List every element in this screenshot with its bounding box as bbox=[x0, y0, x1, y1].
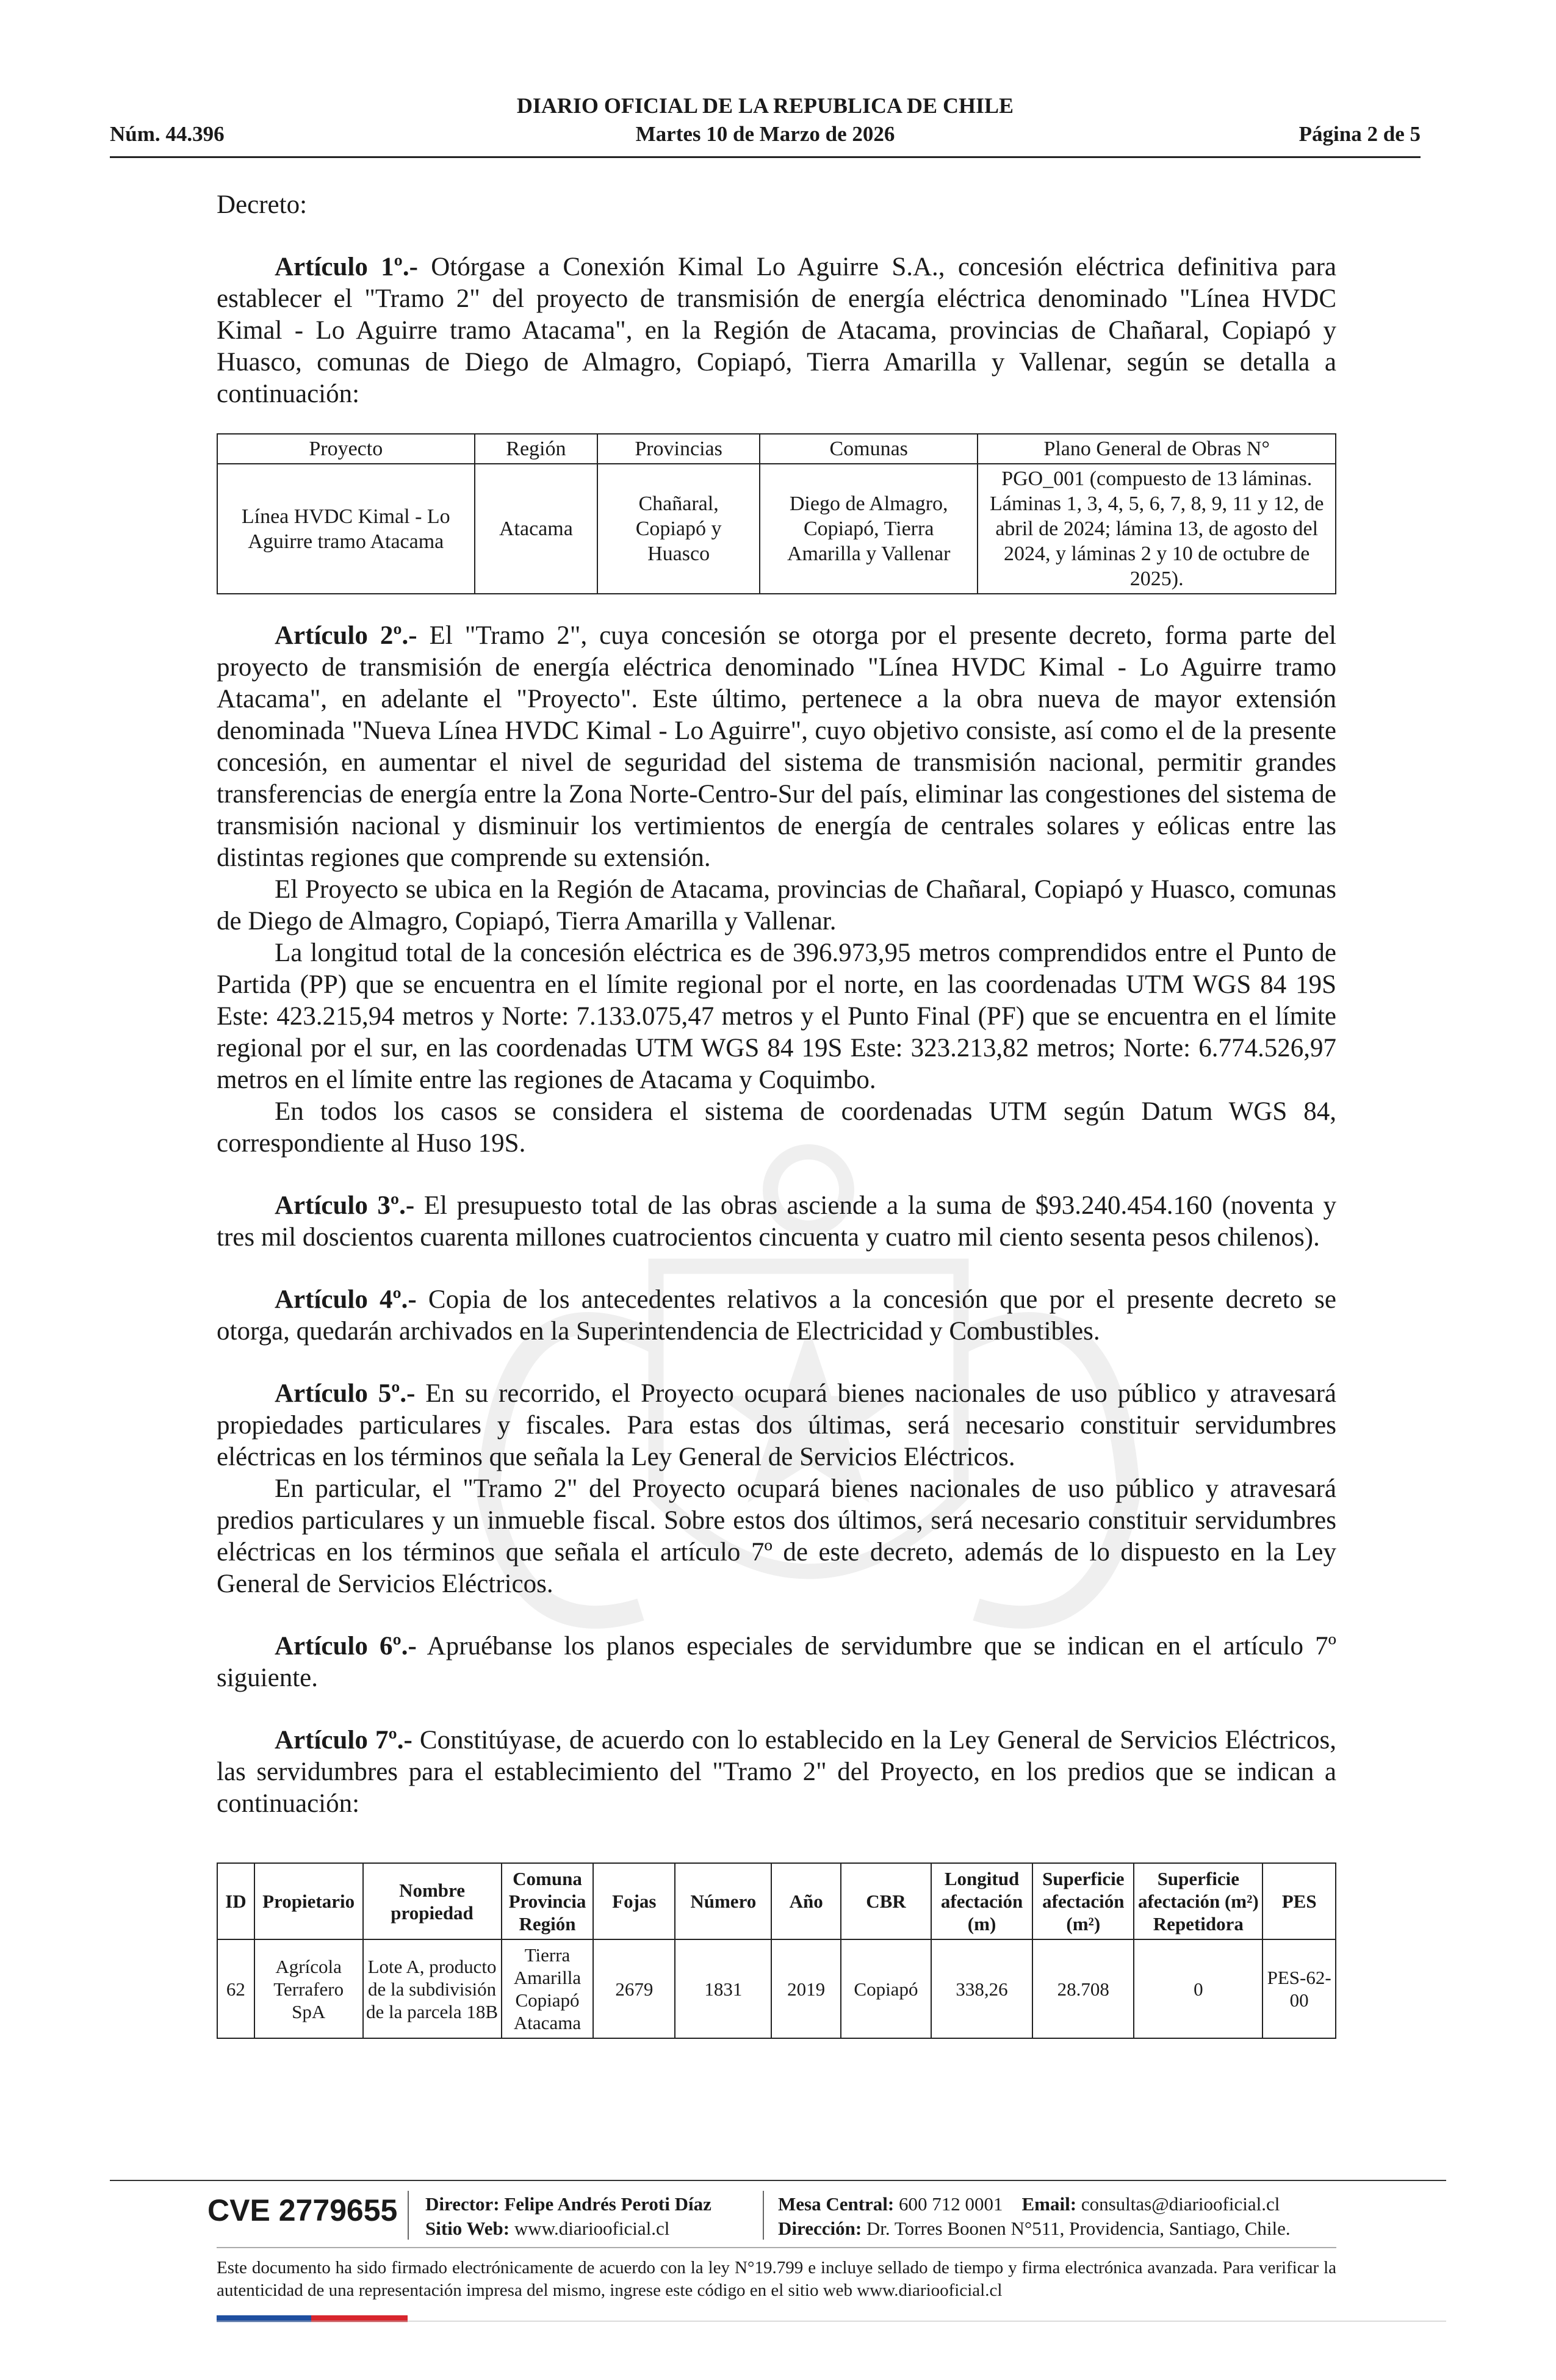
article-1 bbox=[217, 251, 1336, 410]
table-header-cell: Año bbox=[771, 1863, 841, 1939]
article-2-paragraph-3: La longitud total de la concesión eléctrica es de 396.973,95 metros comprendidos entre el Punto de Partida (PP) que se encuentra en el límite regional por el norte, en las coordenadas UTM WGS 84 19S Este: 423.215,94 metros y Norte: 7.133.075,47 metros y el Punto Final (PF) que se encuentra en el límite regional por el sur, en las coordenadas UTM WGS 84 19S Este: 323.213,82 metros; Norte: 6.774.526,97 metros en el límite entre las regiones de Atacama y Coquimbo. bbox=[217, 939, 1336, 1094]
table-header-cell: Comuna Provincia Región bbox=[502, 1863, 594, 1939]
table-header-cell: Superficie afectación (m²) bbox=[1032, 1863, 1134, 1939]
article-3-label: Artículo 3º.- bbox=[275, 1191, 415, 1220]
article-2 bbox=[217, 620, 1336, 874]
article-1-label: Artículo 1º.- bbox=[275, 253, 418, 281]
legal-notice: Este documento ha sido firmado electrónicamente de acuerdo con la ley N°19.799 e incluye sellado de tiempo y firma electrónica avanzada. Para verificar la autenticidad de una representación impresa del mismo, ingrese este código en el sitio web www.diariooficial.cl bbox=[217, 2258, 1336, 2300]
footer-director-block bbox=[425, 2192, 711, 2241]
table-cell: 1831 bbox=[675, 1939, 771, 2038]
table-cell: Diego de Almagro, Copiapó, Tierra Amarilla y Vallenar bbox=[760, 464, 978, 594]
table-cell: 62 bbox=[217, 1939, 254, 2038]
table-cell: 2679 bbox=[593, 1939, 675, 2038]
table-header-cell: Fojas bbox=[593, 1863, 675, 1939]
article-6-text: Apruébanse los planos especiales de servidumbre que se indican en el artículo 7º siguiente. bbox=[217, 1632, 1336, 1692]
website-link[interactable]: www.diariooficial.cl bbox=[510, 2218, 670, 2239]
table-header-cell: PES bbox=[1262, 1863, 1336, 1939]
table-header-row bbox=[217, 434, 1336, 464]
table-cell: Línea HVDC Kimal - Lo Aguirre tramo Atacama bbox=[217, 464, 475, 594]
header-divider bbox=[110, 156, 1421, 158]
email-label: Email: bbox=[1021, 2193, 1077, 2215]
website-label: Sitio Web: bbox=[425, 2218, 510, 2239]
table-cell: PES-62-00 bbox=[1262, 1939, 1336, 2038]
article-7 bbox=[217, 1725, 1336, 1820]
table-cell: 2019 bbox=[771, 1939, 841, 2038]
table-header-cell: Superficie afectación (m²) Repetidora bbox=[1134, 1863, 1262, 1939]
article-5 bbox=[217, 1378, 1336, 1473]
gazette-title: DIARIO OFICIAL DE LA REPUBLICA DE CHILE bbox=[516, 93, 1014, 118]
address-label: Dirección: bbox=[778, 2218, 862, 2239]
article-6 bbox=[217, 1631, 1336, 1694]
director-line bbox=[425, 2192, 711, 2216]
footer-inner-divider bbox=[217, 2247, 1336, 2248]
article-6-label: Artículo 6º.- bbox=[275, 1632, 417, 1661]
servitude-table bbox=[217, 1863, 1336, 2039]
footer-separator bbox=[763, 2191, 764, 2240]
table-header-cell: Plano General de Obras N° bbox=[978, 434, 1336, 464]
mesa-label: Mesa Central: bbox=[778, 2193, 895, 2215]
table-cell: 0 bbox=[1134, 1939, 1262, 2038]
cve-code: CVE 2779655 bbox=[207, 2193, 398, 2227]
email-link[interactable]: consultas@diariooficial.cl bbox=[1076, 2193, 1280, 2215]
table-cell: Lote A, producto de la subdivisión de la parcela 18B bbox=[363, 1939, 502, 2038]
table-row bbox=[217, 464, 1336, 594]
article-3-text: El presupuesto total de las obras asciende a la suma de $93.240.454.160 (noventa y tres mil doscientos cuarenta millones cuatrocientos cincuenta y cuatro mil ciento sesenta pesos chilenos). bbox=[217, 1191, 1336, 1252]
article-2-label: Artículo 2º.- bbox=[275, 621, 417, 650]
article-5-paragraph-2: En particular, el "Tramo 2" del Proyecto ocupará bienes nacionales de uso público y atravesará predios particulares y un inmueble fiscal. Sobre estos dos últimos, será necesario constituir servidumbres eléctricas en los términos que señala el artículo 7º de este decreto, además de lo dispuesto en la Ley General de Servicios Eléctricos. bbox=[217, 1474, 1336, 1598]
page-number: Página 2 de 5 bbox=[1298, 122, 1421, 146]
decreto-label: Decreto: bbox=[217, 190, 308, 219]
table-header-cell: Número bbox=[675, 1863, 771, 1939]
article-4-label: Artículo 4º.- bbox=[275, 1285, 417, 1314]
article-2-paragraph-2: El Proyecto se ubica en la Región de Atacama, provincias de Chañaral, Copiapó y Huasco, comunas de Diego de Almagro, Copiapó, Tierra Amarilla y Vallenar. bbox=[217, 875, 1336, 936]
document-body bbox=[217, 189, 1336, 2039]
director-name: Felipe Andrés Peroti Díaz bbox=[499, 2193, 711, 2215]
director-label: Director: bbox=[425, 2193, 500, 2215]
article-4 bbox=[217, 1284, 1336, 1347]
footer-divider bbox=[110, 2180, 1446, 2181]
table-header-row bbox=[217, 1863, 1336, 1939]
table-cell: 338,26 bbox=[931, 1939, 1032, 2038]
table-cell: Chañaral, Copiapó y Huasco bbox=[597, 464, 760, 594]
article-1-text: Otórgase a Conexión Kimal Lo Aguirre S.A., concesión eléctrica definitiva para establecer el "Tramo 2" del proyecto de transmisión de energía eléctrica denominado "Línea HVDC Kimal - Lo Aguirre tramo Atacama", en la Región de Atacama, provincias de Chañaral, Copiapó y Huasco, comunas de Diego de Almagro, Copiapó, Tierra Amarilla y Vallenar, según se detalla a continuación: bbox=[217, 253, 1336, 408]
table-header-cell: Propietario bbox=[254, 1863, 363, 1939]
article-4-text: Copia de los antecedentes relativos a la concesión que por el presente decreto se otorga, quedarán archivados en la Superintendencia de Electricidad y Combustibles. bbox=[217, 1285, 1336, 1346]
table-header-cell: Comunas bbox=[760, 434, 978, 464]
mesa-phone: 600 712 0001 bbox=[894, 2193, 1003, 2215]
concession-table bbox=[217, 433, 1336, 594]
page-header bbox=[110, 93, 1421, 160]
table-cell: 28.708 bbox=[1032, 1939, 1134, 2038]
table-header-cell: Provincias bbox=[597, 434, 760, 464]
table-header-cell: Nombre propiedad bbox=[363, 1863, 502, 1939]
table-header-cell: CBR bbox=[841, 1863, 931, 1939]
address-text: Dr. Torres Boonen N°511, Providencia, Santiago, Chile. bbox=[862, 2218, 1291, 2239]
address-line bbox=[778, 2216, 1291, 2241]
footer-contact-block bbox=[778, 2192, 1291, 2241]
table-row bbox=[217, 1939, 1336, 2038]
article-2-text: El "Tramo 2", cuya concesión se otorga por el presente decreto, forma parte del proyecto de transmisión de energía eléctrica denominado "Línea HVDC Kimal - Lo Aguirre tramo Atacama", en adelante el "Proyecto". Este último, pertenece a la obra nueva de mayor extensión denominada "Nueva Línea HVDC Kimal - Lo Aguirre", cuyo objetivo consiste, así como el de la presente concesión, en aumentar el nivel de seguridad del sistema de transmisión nacional, permitir grandes transferencias de energía entre la Zona Norte-Centro-Sur del país, eliminar las congestiones del sistema de transmisión nacional y disminuir los vertimientos de energía de centrales solares y eólicas entre las distintas regiones que comprende su extensión. bbox=[217, 621, 1336, 872]
table-cell: Copiapó bbox=[841, 1939, 931, 2038]
article-7-text: Constitúyase, de acuerdo con lo establecido en la Ley General de Servicios Eléctricos, las servidumbres para el establecimiento del "Tramo 2" del Proyecto, en los predios que se indican a continuación: bbox=[217, 1726, 1336, 1818]
table-header-cell: Región bbox=[475, 434, 598, 464]
article-7-label: Artículo 7º.- bbox=[275, 1726, 412, 1754]
table-header-cell: Proyecto bbox=[217, 434, 475, 464]
table-cell: Tierra Amarilla Copiapó Atacama bbox=[502, 1939, 594, 2038]
table-cell: Agrícola Terrafero SpA bbox=[254, 1939, 363, 2038]
article-3 bbox=[217, 1190, 1336, 1253]
issue-number: Núm. 44.396 bbox=[110, 122, 225, 146]
article-5-label: Artículo 5º.- bbox=[275, 1379, 416, 1408]
table-header-cell: Longitud afectación (m) bbox=[931, 1863, 1032, 1939]
table-header-cell: ID bbox=[217, 1863, 254, 1939]
issue-date: Martes 10 de Marzo de 2026 bbox=[635, 122, 895, 146]
table-cell: PGO_001 (compuesto de 13 láminas. Láminas 1, 3, 4, 5, 6, 7, 8, 9, 11 y 12, de abril de 2024; lámina 13, de agosto del 2024, y láminas 2 y 10 de octubre de 2025). bbox=[978, 464, 1336, 594]
article-2-paragraph-4: En todos los casos se considera el sistema de coordenadas UTM según Datum WGS 84, correspondiente al Huso 19S. bbox=[217, 1097, 1336, 1158]
contact-line bbox=[778, 2192, 1291, 2216]
footer-separator bbox=[408, 2191, 409, 2240]
table-cell: Atacama bbox=[475, 464, 598, 594]
website-line bbox=[425, 2216, 711, 2241]
article-5-text: En su recorrido, el Proyecto ocupará bienes nacionales de uso público y atravesará propiedades particulares y fiscales. Para estas dos últimas, será necesario constituir servidumbres eléctricas en los términos que señala la Ley General de Servicios Eléctricos. bbox=[217, 1379, 1336, 1471]
